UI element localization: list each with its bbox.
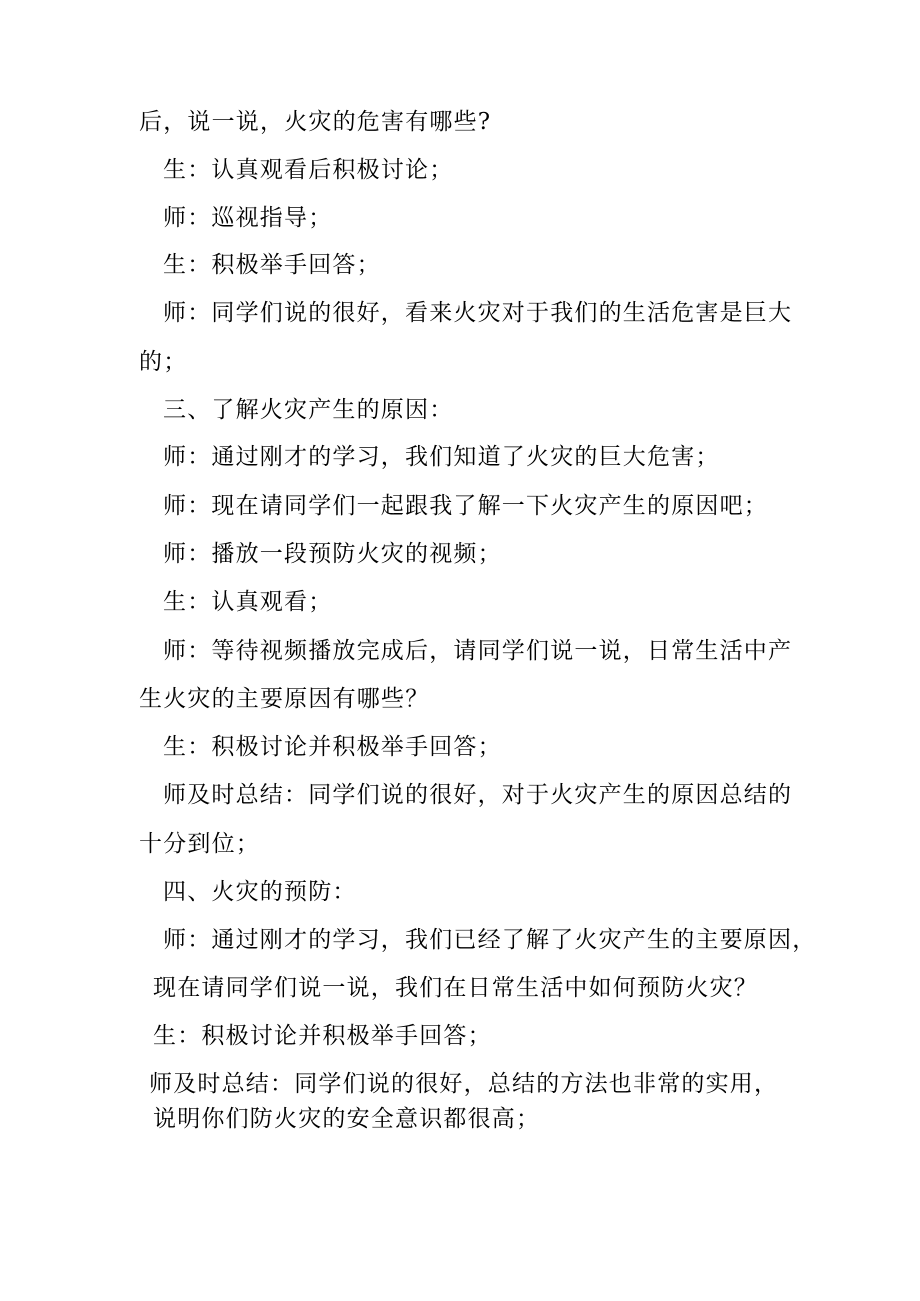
text-line-3: 师：巡视指导； [163,205,333,231]
text-line-15: 师及时总结：同学们说的很好，对于火灾产生的原因总结的 [163,782,793,808]
text-line-14: 生：积极讨论并积极举手回答； [163,734,502,760]
text-line-6: 的； [139,349,188,375]
text-line-17: 四、火灾的预防： [163,879,357,905]
text-line-8: 师：通过刚才的学习，我们知道了火灾的巨大危害； [163,444,720,470]
text-line-10: 师：播放一段预防火灾的视频； [163,541,502,567]
text-line-4: 生：积极举手回答； [163,252,381,278]
text-line-21: 师及时总结：同学们说的很好，总结的方法也非常的实用， [149,1071,779,1097]
text-line-16: 十分到位； [139,831,260,857]
text-line-19: 现在请同学们说一说，我们在日常生活中如何预防火灾？ [153,975,758,1001]
text-line-11: 生：认真观看； [163,589,333,615]
text-line-2: 生：认真观看后积极讨论； [163,157,454,183]
text-line-13: 生火灾的主要原因有哪些？ [139,686,430,712]
text-line-18: 师：通过刚才的学习，我们已经了解了火灾产生的主要原因， [163,927,817,953]
text-line-9: 师：现在请同学们一起跟我了解一下火灾产生的原因吧； [163,493,768,519]
text-line-12: 师：等待视频播放完成后，请同学们说一说，日常生活中产 [163,638,793,664]
text-line-7: 三、了解火灾产生的原因： [163,397,454,423]
text-line-22: 说明你们防火灾的安全意识都很高； [153,1106,541,1132]
text-line-5: 师：同学们说的很好，看来火灾对于我们的生活危害是巨大 [163,300,793,326]
text-line-1: 后，说一说，火灾的危害有哪些? [139,109,492,135]
text-line-20: 生：积极讨论并积极举手回答； [153,1023,492,1049]
